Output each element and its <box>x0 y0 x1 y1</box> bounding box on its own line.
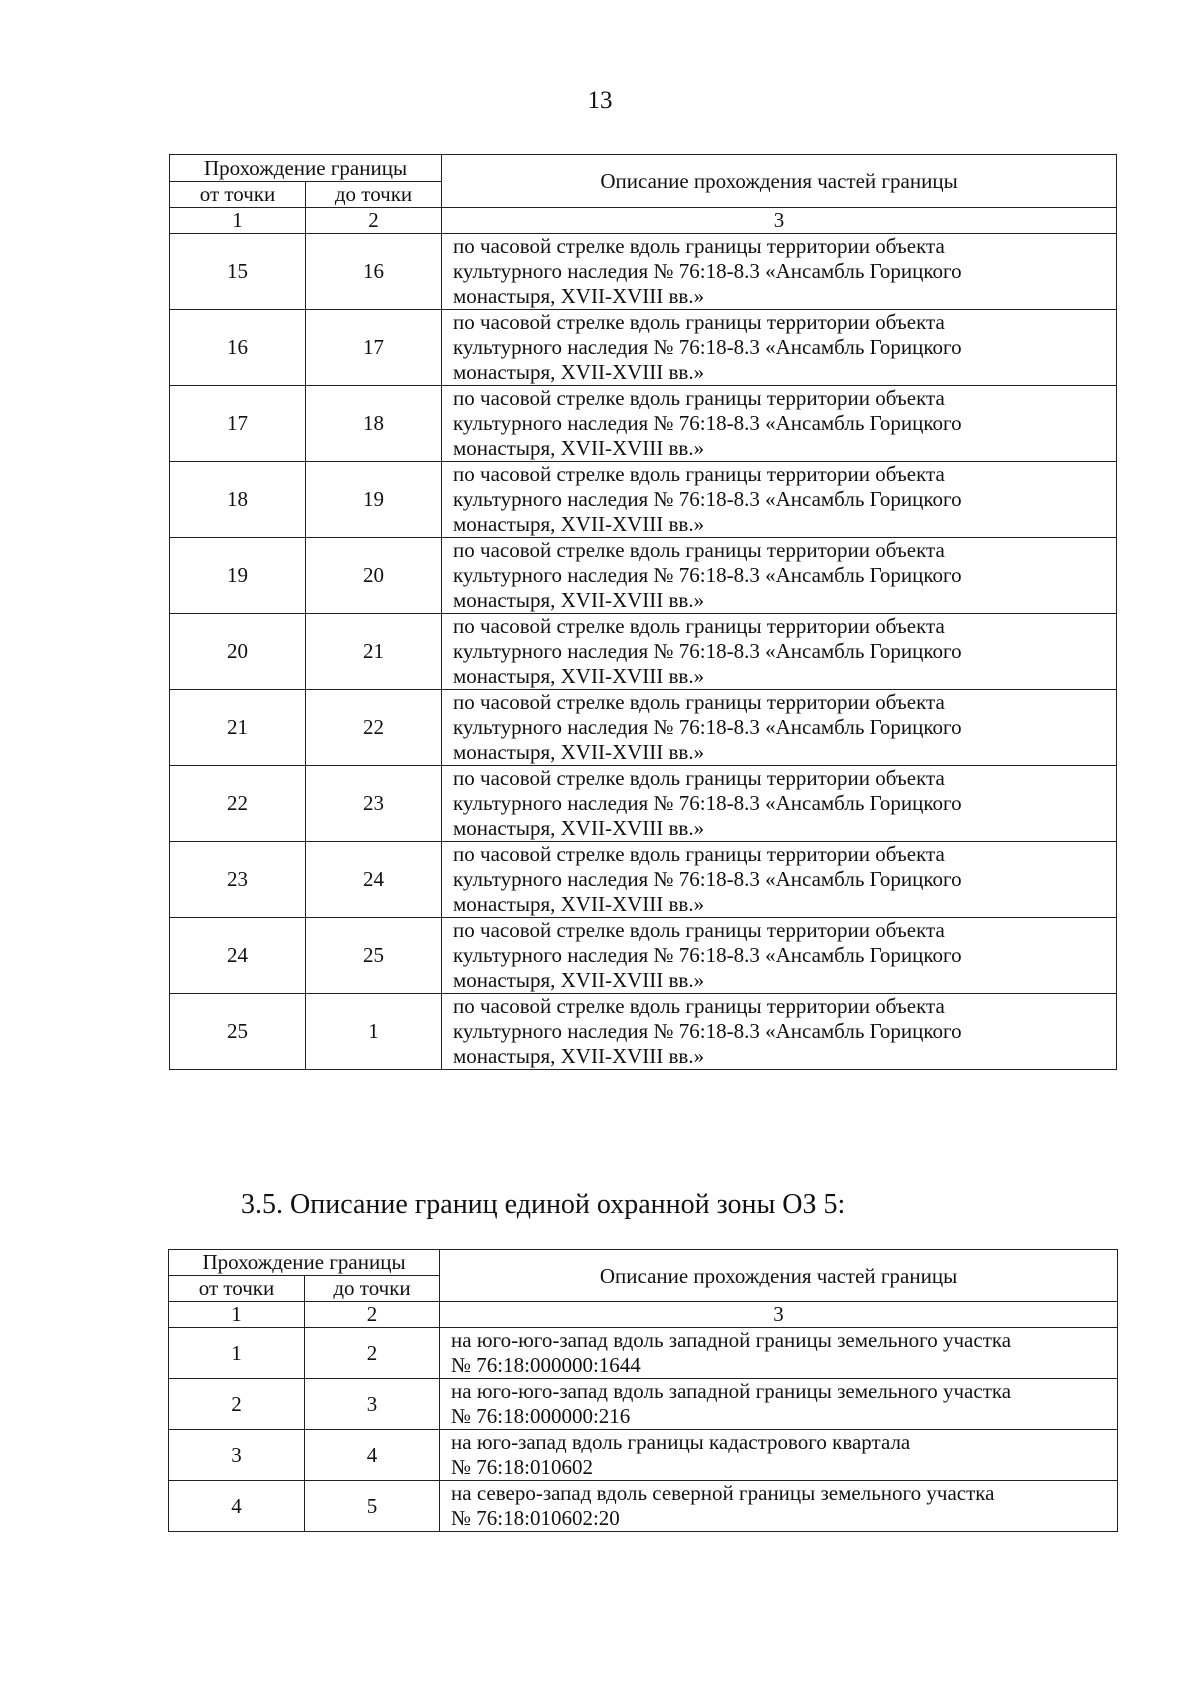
description-line-2: культурного наследия № 76:18-8.3 «Ансамбль Горицкого <box>453 943 962 967</box>
to-point-cell: 3 <box>305 1379 440 1430</box>
description-cell <box>442 234 1117 310</box>
from-point-cell: 20 <box>170 614 306 690</box>
from-point-cell: 17 <box>170 386 306 462</box>
from-point-cell: 22 <box>170 766 306 842</box>
description-cell <box>442 918 1117 994</box>
description-line-3: монастыря, XVII-XVIII вв.» <box>453 436 705 460</box>
description-line-3: монастыря, XVII-XVIII вв.» <box>453 664 705 688</box>
from-point-cell: 4 <box>169 1481 305 1532</box>
description-line-1: по часовой стрелке вдоль границы территории объекта <box>453 538 945 562</box>
header-to-point: до точки <box>305 1276 440 1302</box>
column-number-3: 3 <box>442 208 1117 234</box>
description-line-3: монастыря, XVII-XVIII вв.» <box>453 892 705 916</box>
from-point-cell: 3 <box>169 1430 305 1481</box>
table-numbering-row <box>169 1302 1118 1328</box>
table-row <box>170 310 1117 386</box>
from-point-cell: 21 <box>170 690 306 766</box>
description-line-1: на юго-запад вдоль границы кадастрового квартала <box>451 1430 911 1454</box>
to-point-cell: 5 <box>305 1481 440 1532</box>
table-row <box>170 614 1117 690</box>
description-cell <box>442 842 1117 918</box>
description-line-1: по часовой стрелке вдоль границы территории объекта <box>453 842 945 866</box>
table-row <box>170 918 1117 994</box>
description-line-2: культурного наследия № 76:18-8.3 «Ансамбль Горицкого <box>453 1019 962 1043</box>
to-point-cell: 17 <box>306 310 442 386</box>
column-number-3: 3 <box>440 1302 1118 1328</box>
description-line-2: культурного наследия № 76:18-8.3 «Ансамбль Горицкого <box>453 715 962 739</box>
to-point-cell: 20 <box>306 538 442 614</box>
description-cell <box>442 994 1117 1070</box>
column-number-1: 1 <box>169 1302 305 1328</box>
description-line-1: по часовой стрелке вдоль границы территории объекта <box>453 690 945 714</box>
description-cell <box>442 614 1117 690</box>
description-line-2: культурного наследия № 76:18-8.3 «Ансамбль Горицкого <box>453 791 962 815</box>
from-point-cell: 24 <box>170 918 306 994</box>
table-header-row <box>170 155 1117 182</box>
description-line-3: монастыря, XVII-XVIII вв.» <box>453 968 705 992</box>
description-cell <box>440 1328 1118 1379</box>
description-line-3: монастыря, XVII-XVIII вв.» <box>453 740 705 764</box>
from-point-cell: 16 <box>170 310 306 386</box>
description-cell <box>440 1430 1118 1481</box>
column-number-2: 2 <box>306 208 442 234</box>
to-point-cell: 18 <box>306 386 442 462</box>
description-cell <box>440 1379 1118 1430</box>
description-cell <box>442 310 1117 386</box>
table-row <box>170 994 1117 1070</box>
table-row <box>169 1430 1118 1481</box>
description-line-1: на северо-запад вдоль северной границы земельного участка <box>451 1481 995 1505</box>
description-cell <box>442 690 1117 766</box>
description-line-2: № 76:18:010602 <box>451 1455 593 1479</box>
header-description: Описание прохождения частей границы <box>442 155 1117 208</box>
from-point-cell: 1 <box>169 1328 305 1379</box>
description-line-3: монастыря, XVII-XVIII вв.» <box>453 512 705 536</box>
from-point-cell: 15 <box>170 234 306 310</box>
description-line-1: по часовой стрелке вдоль границы территории объекта <box>453 310 945 334</box>
description-line-1: по часовой стрелке вдоль границы территории объекта <box>453 994 945 1018</box>
description-line-1: по часовой стрелке вдоль границы территории объекта <box>453 918 945 942</box>
table-row <box>170 842 1117 918</box>
to-point-cell: 2 <box>305 1328 440 1379</box>
table-row <box>170 766 1117 842</box>
description-line-2: культурного наследия № 76:18-8.3 «Ансамбль Горицкого <box>453 259 962 283</box>
boundary-table-2 <box>168 1249 1118 1532</box>
header-from-point: от точки <box>170 182 306 208</box>
page-number: 13 <box>587 87 613 114</box>
table-header-row <box>169 1250 1118 1276</box>
from-point-cell: 19 <box>170 538 306 614</box>
header-boundary-passage: Прохождение границы <box>169 1250 440 1276</box>
header-to-point: до точки <box>306 182 442 208</box>
to-point-cell: 16 <box>306 234 442 310</box>
to-point-cell: 23 <box>306 766 442 842</box>
description-line-3: монастыря, XVII-XVIII вв.» <box>453 1044 705 1068</box>
description-line-1: по часовой стрелке вдоль границы территории объекта <box>453 614 945 638</box>
from-point-cell: 2 <box>169 1379 305 1430</box>
header-description: Описание прохождения частей границы <box>440 1250 1118 1302</box>
description-line-3: монастыря, XVII-XVIII вв.» <box>453 588 705 612</box>
description-line-2: № 76:18:000000:1644 <box>451 1353 641 1377</box>
description-cell <box>442 766 1117 842</box>
to-point-cell: 19 <box>306 462 442 538</box>
to-point-cell: 25 <box>306 918 442 994</box>
description-cell <box>442 462 1117 538</box>
description-line-1: на юго-юго-запад вдоль западной границы земельного участка <box>451 1328 1012 1352</box>
to-point-cell: 4 <box>305 1430 440 1481</box>
from-point-cell: 18 <box>170 462 306 538</box>
to-point-cell: 22 <box>306 690 442 766</box>
description-line-1: на юго-юго-запад вдоль западной границы земельного участка <box>451 1379 1012 1403</box>
from-point-cell: 25 <box>170 994 306 1070</box>
table-row <box>170 386 1117 462</box>
description-line-2: культурного наследия № 76:18-8.3 «Ансамбль Горицкого <box>453 563 962 587</box>
description-line-2: культурного наследия № 76:18-8.3 «Ансамбль Горицкого <box>453 867 962 891</box>
description-cell <box>442 538 1117 614</box>
description-line-1: по часовой стрелке вдоль границы территории объекта <box>453 462 945 486</box>
description-line-1: по часовой стрелке вдоль границы территории объекта <box>453 386 945 410</box>
description-line-1: по часовой стрелке вдоль границы территории объекта <box>453 766 945 790</box>
section-heading: 3.5. Описание границ единой охранной зоны ОЗ 5: <box>241 1189 846 1220</box>
description-line-3: монастыря, XVII-XVIII вв.» <box>453 360 705 384</box>
table-row <box>170 538 1117 614</box>
table-row <box>170 462 1117 538</box>
description-line-2: культурного наследия № 76:18-8.3 «Ансамбль Горицкого <box>453 411 962 435</box>
header-from-point: от точки <box>169 1276 305 1302</box>
to-point-cell: 1 <box>306 994 442 1070</box>
description-line-2: культурного наследия № 76:18-8.3 «Ансамбль Горицкого <box>453 335 962 359</box>
column-number-2: 2 <box>305 1302 440 1328</box>
column-number-1: 1 <box>170 208 306 234</box>
description-line-2: культурного наследия № 76:18-8.3 «Ансамбль Горицкого <box>453 487 962 511</box>
description-line-1: по часовой стрелке вдоль границы территории объекта <box>453 234 945 258</box>
table-row <box>170 234 1117 310</box>
boundary-table-1 <box>169 154 1117 1070</box>
table-row <box>169 1379 1118 1430</box>
from-point-cell: 23 <box>170 842 306 918</box>
table-row <box>169 1481 1118 1532</box>
to-point-cell: 24 <box>306 842 442 918</box>
to-point-cell: 21 <box>306 614 442 690</box>
description-cell <box>440 1481 1118 1532</box>
header-boundary-passage: Прохождение границы <box>170 155 442 182</box>
description-line-2: № 76:18:000000:216 <box>451 1404 631 1428</box>
description-line-2: культурного наследия № 76:18-8.3 «Ансамбль Горицкого <box>453 639 962 663</box>
description-cell <box>442 386 1117 462</box>
table-numbering-row <box>170 208 1117 234</box>
description-line-2: № 76:18:010602:20 <box>451 1506 620 1530</box>
description-line-3: монастыря, XVII-XVIII вв.» <box>453 284 705 308</box>
description-line-3: монастыря, XVII-XVIII вв.» <box>453 816 705 840</box>
table-row <box>170 690 1117 766</box>
table-row <box>169 1328 1118 1379</box>
